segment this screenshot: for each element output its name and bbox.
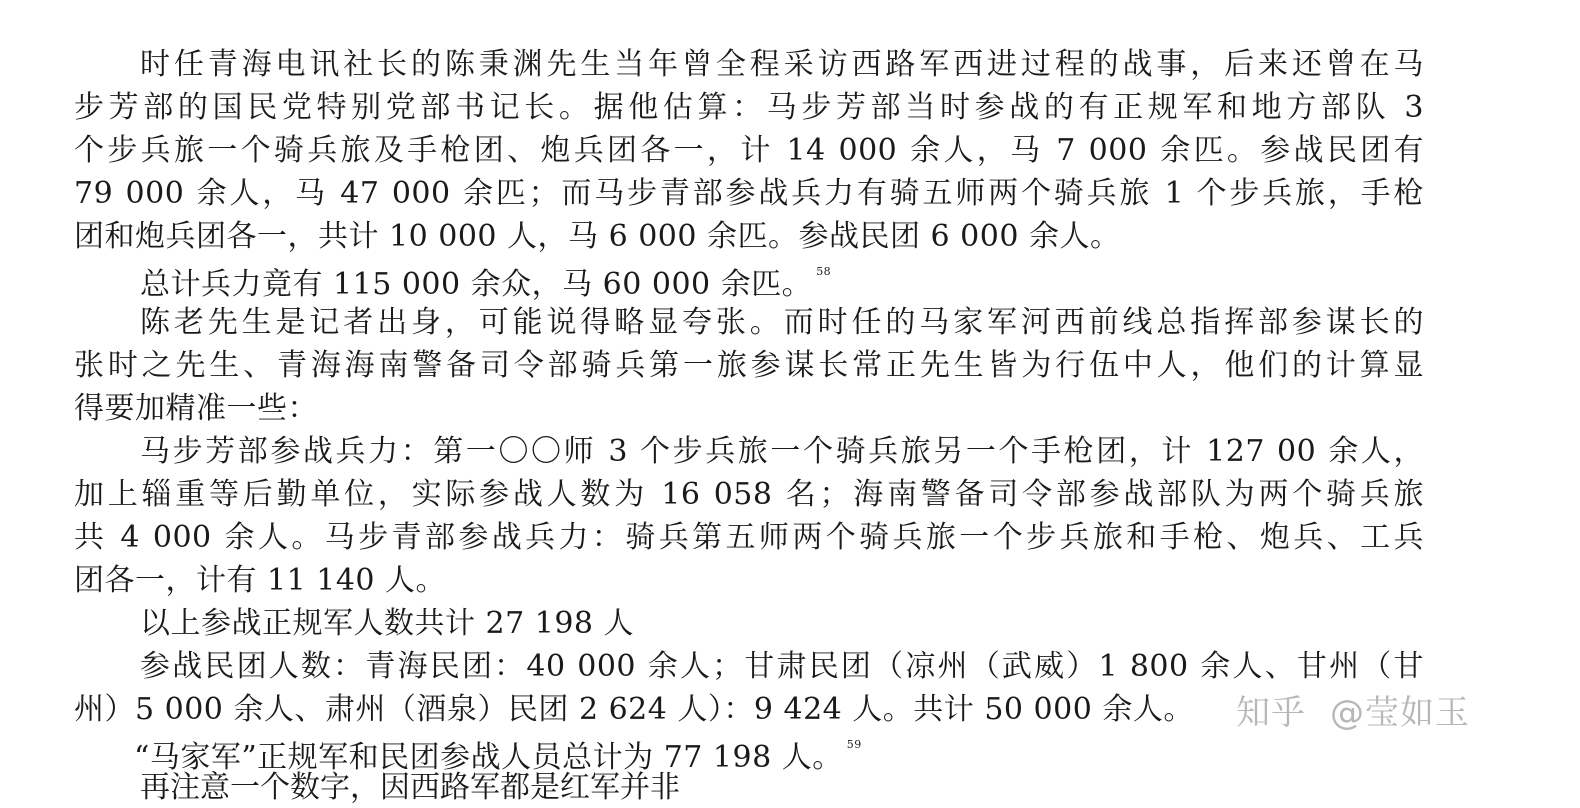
paragraph-1-line-5: 团和炮兵团各一，共计 10 000 人，马 6 000 余匹。参战民团 6 000 余人。 xyxy=(74,219,1121,254)
partial-cutoff-line: 再注意一个数字，因西路军都是红军并非 xyxy=(140,770,680,805)
footnote-ref-58: 58 xyxy=(816,265,832,278)
paragraph-4-line-4: 团各一，计有 11 140 人。 xyxy=(74,563,447,598)
paragraph-1-line-2: 步芳部的国民党特别党部书记长。据他估算：马步芳部当时参战的有正规军和地方部队 3 xyxy=(74,90,1424,125)
paragraph-3-line-3: 得要加精准一些： xyxy=(74,391,318,426)
paragraph-6-line-2: 州）5 000 余人、肃州（酒泉）民团 2 624 人）：9 424 人。共计 50 000 余人。 xyxy=(74,692,1194,727)
paragraph-4-line-3: 共 4 000 余人。马步青部参战兵力：骑兵第五师两个骑兵旅一个步兵旅和手枪、炮兵、工兵 xyxy=(74,520,1424,555)
paragraph-1-line-4: 79 000 余人，马 47 000 余匹；而马步青部参战兵力有骑五师两个骑兵旅 1 个步兵旅，手枪 xyxy=(74,176,1424,211)
paragraph-6-line-1: 参战民团人数：青海民团：40 000 余人；甘肃民团（凉州（武威）1 800 余人、甘州（甘 xyxy=(140,649,1424,684)
watermark-brand: 知乎 xyxy=(1236,693,1306,733)
paragraph-3-line-1: 陈老先生是记者出身，可能说得略显夸张。而时任的马家军河西前线总指挥部参谋长的 xyxy=(140,305,1424,340)
paragraph-4-line-2: 加上辎重等后勤单位，实际参战人数为 16 058 名；海南警备司令部参战部队为两个骑兵旅 xyxy=(74,477,1424,512)
paragraph-2-line-1 xyxy=(140,259,1424,301)
paragraph-2-text: 总计兵力竟有 115 000 余众，马 60 000 余匹。 xyxy=(140,267,813,302)
paragraph-1-line-1: 时任青海电讯社长的陈秉渊先生当年曾全程采访西路军西进过程的战事，后来还曾在马 xyxy=(140,47,1424,82)
paragraph-5-line-1: 以上参战正规军人数共计 27 198 人 xyxy=(140,606,635,641)
paragraph-4-line-1: 马步芳部参战兵力：第一〇〇师 3 个步兵旅一个骑兵旅另一个手枪团，计 127 00 余人， xyxy=(140,434,1424,469)
paragraph-1-line-3: 个步兵旅一个骑兵旅及手枪团、炮兵团各一，计 14 000 余人，马 7 000 余匹。参战民团有 xyxy=(74,133,1424,168)
watermark-handle: @莹如玉 xyxy=(1330,693,1470,733)
paragraph-7-text: “马家军”正规军和民团参战人员总计为 77 198 人。 xyxy=(134,740,843,775)
footnote-ref-59: 59 xyxy=(846,738,862,751)
paragraph-3-line-2: 张时之先生、青海海南警备司令部骑兵第一旅参谋长常正先生皆为行伍中人，他们的计算显 xyxy=(74,348,1424,383)
